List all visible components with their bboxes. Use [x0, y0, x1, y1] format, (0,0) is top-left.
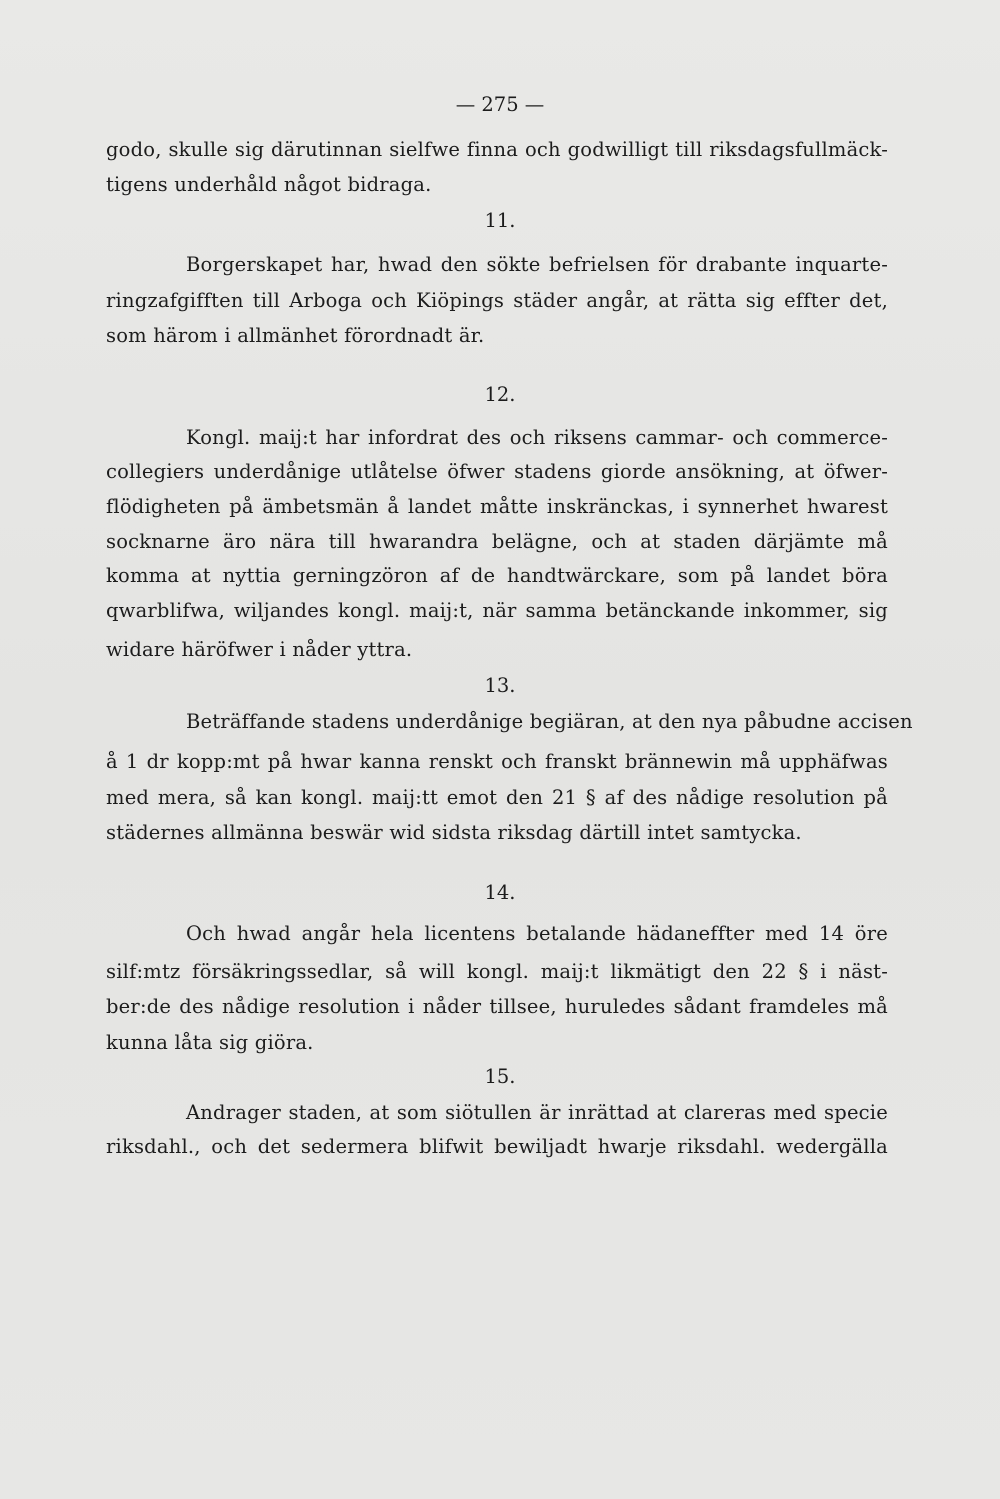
text-line: riksdahl., och det sedermera blifwit bewiljadt hwarje riksdahl. wedergälla: [106, 1135, 888, 1158]
text-line: collegiers underdånige utlåtelse öfwer stadens giorde ansökning, at öfwer-: [106, 460, 888, 483]
text-line: ringzafgifften till Arboga och Kiöpings städer angår, at rätta sig effter det,: [106, 289, 888, 312]
text-line: med mera, så kan kongl. maij:tt emot den 21 § af des nådige resolution på: [106, 786, 888, 809]
section-number-13: 13.: [484, 674, 516, 697]
text-line: Kongl. maij:t har infordrat des och riksens cammar- och commerce-: [186, 426, 888, 449]
text-line: socknarne äro nära till hwarandra belägne, och at staden därjämte må: [106, 530, 888, 553]
text-line: städernes allmänna beswär wid sidsta riksdag därtill intet samtycka.: [106, 821, 802, 844]
section-number-12: 12.: [484, 383, 516, 406]
text-line: kunna låta sig giöra.: [106, 1031, 314, 1054]
text-line: som hӓrom i allmänhet förordnadt är.: [106, 324, 485, 347]
text-line: Och hwad angår hela licentens betalande hädaneffter med 14 öre: [186, 922, 888, 945]
section-number-15: 15.: [484, 1065, 516, 1088]
section-number-11: 11.: [484, 209, 516, 232]
text-line: Beträffande stadens underdånige begiäran, at den nya påbudne accisen: [186, 710, 913, 733]
text-line: ber:de des nådige resolution i nåder tillsee, huruledes sådant framdeles må: [106, 995, 888, 1018]
text-line: å 1 dr kopp:mt på hwar kanna renskt och franskt brännewin må upphäfwas: [106, 750, 888, 773]
text-line: godo, skulle sig därutinnan sielfwe finna och godwilligt till riksdagsfullmäck-: [106, 138, 888, 161]
text-line: flödigheten på ämbetsmän å landet måtte inskränckas, i synnerhet hwarest: [106, 495, 888, 518]
text-line: qwarblifwa, wiljandes kongl. maij:t, när samma betänckande inkommer, sig: [106, 599, 888, 622]
text-line: tigens underhåld något bidraga.: [106, 173, 432, 196]
page-number: — 275 —: [455, 93, 545, 116]
text-line: widare häröfwer i nåder yttra.: [106, 638, 413, 661]
text-line: Andrager staden, at som siötullen är inrättad at clareras med specie: [186, 1101, 888, 1124]
text-line: silf:mtz försäkringssedlar, så will kongl. maij:t likmätigt den 22 § i näst-: [106, 960, 888, 983]
section-number-14: 14.: [484, 881, 516, 904]
text-line: Borgerskapet har, hwad den sökte befrielsen för drabante inquarte-: [186, 253, 888, 276]
text-line: komma at nyttia gerningzöron af de handtwärckare, som på landet böra: [106, 564, 888, 587]
